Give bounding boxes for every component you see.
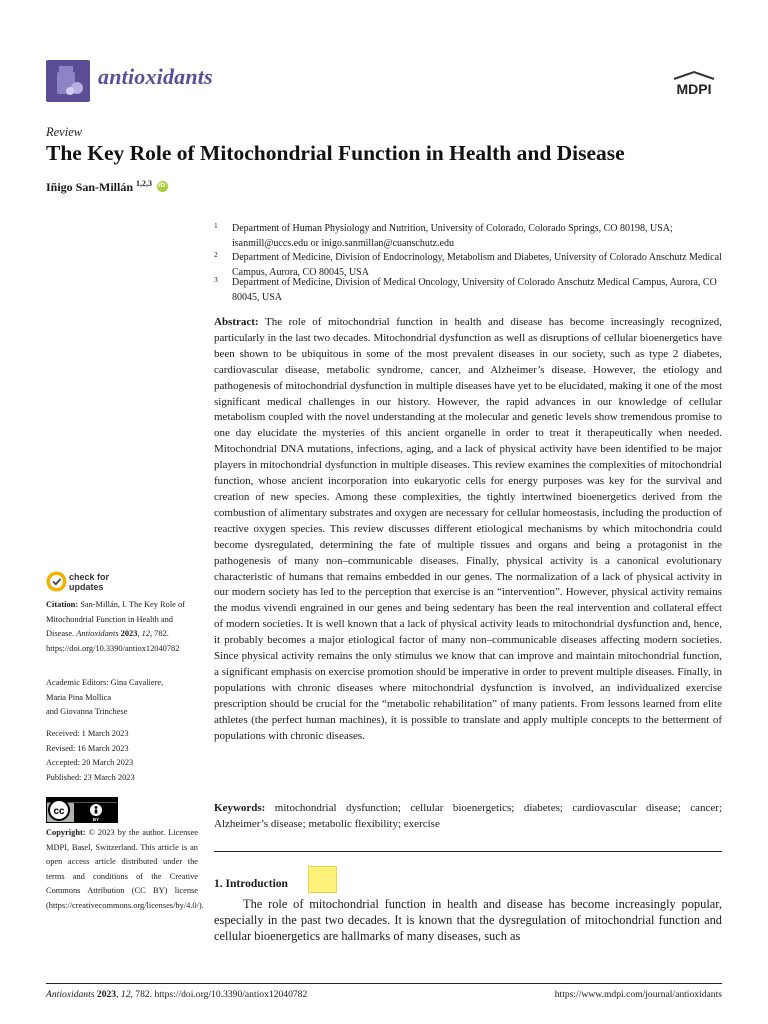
citation-block: Citation: San-Millán, I. The Key Role of Mitochondrial Function in Health and Disease. Antioxidants 2023, 12, 782. https://doi.org/10.3390/antiox12040782 <box>46 600 185 653</box>
check-updates-line1: check for <box>69 572 110 582</box>
footer-journal-url[interactable]: https://www.mdpi.com/journal/antioxidants <box>554 989 722 1000</box>
footer-volume: 12 <box>120 989 131 1000</box>
footer-doi[interactable]: , 782. https://doi.org/10.3390/antiox12040782 <box>130 989 308 1000</box>
affiliation-2: 2 Department of Medicine, Division of Endocrinology, Metabolism and Diabetes, University of Colorado Anschutz Medical Campus, Aurora, CO 80045, USA <box>214 250 722 278</box>
footer-citation: Antioxidants 2023, 12, 782. https://doi.org/10.3390/antiox12040782 <box>46 989 308 1000</box>
author-name: Iñigo San-Millán <box>46 180 134 194</box>
svg-text:MDPI: MDPI <box>676 81 712 97</box>
svg-text:cc: cc <box>53 806 65 817</box>
copyright-text: © 2023 by the author. Licensee MDPI, Basel, Switzerland. This article is an open access article distributed under the terms and conditions of the Creative Commons Attribution (CC BY) license (https://creativecommons.org/licenses/by/4.0/). <box>46 828 204 910</box>
citation-doi[interactable]: 782. https://doi.org/10.3390/antiox12040782 <box>46 629 180 653</box>
cc-by-license-icon[interactable] <box>46 797 118 823</box>
section-divider <box>214 851 722 852</box>
keywords-text: mitochondrial dysfunction; cellular bioenergetics; diabetes; cardiovascular disease; cancer; Alzheimer’s disease; metabolic flexibility; exercise <box>214 802 723 830</box>
abstract-label: Abstract: <box>214 316 259 328</box>
mdpi-logo-icon <box>668 70 720 98</box>
highlight-annotation[interactable] <box>308 866 337 893</box>
keywords-label: Keywords: <box>214 802 266 814</box>
author-affiliation-sup: 1,2,3 <box>136 179 153 188</box>
svg-text:BY: BY <box>92 817 100 822</box>
affiliation-3: 3 Department of Medicine, Division of Medical Oncology, University of Colorado Anschutz Medical Campus, Aurora, CO 80045, USA <box>214 275 717 303</box>
affiliation-1: 1 Department of Human Physiology and Nutrition, University of Colorado, Colorado Springs, CO 80198, USA; isanmill@uccs.edu or inigo.sanmillan@cuanschutz.edu <box>214 221 673 249</box>
revised-date: Revised: 16 March 2023 <box>46 743 129 753</box>
article-type: Review <box>46 125 83 139</box>
check-for-updates-icon <box>46 571 67 592</box>
check-for-updates-badge[interactable] <box>46 571 116 595</box>
published-date: Published: 23 March 2023 <box>46 772 135 782</box>
citation-text: San-Millán, I. The Key Role of Mitochondrial Function in Health and Disease. <box>46 600 185 638</box>
author-line <box>46 179 168 195</box>
footer-divider <box>46 983 722 984</box>
accepted-date: Accepted: 20 March 2023 <box>46 758 134 767</box>
abstract <box>214 315 722 744</box>
check-updates-line2: updates <box>69 582 104 592</box>
orcid-icon[interactable] <box>157 181 168 192</box>
abstract-text: The role of mitochondrial function in health and disease has become increasingly recognized, particularly in the last two decades. Mitochondrial dysfunction as well as disruptions of cellular bioenergetics have been shown to be ubiquitous in some of the most prevalent diseases in our society, such as type 2 diabetes, cardiovascular disease, metabolic syndrome, cancer, and Alzheimer’s disease. However, the etiology and pathogenesis of mitochondrial dysfunction in multiple diseases have yet to be elucidated, making it one of the most significant medical challenges in our history. However, the rapid advances in our knowledge of cellular metabolism coupled with the novel understanding at the molecular and genetic levels show tremendous promise to one day elucidate the mysteries of this ancient organelle in order to treat it therapeutically when needed. Mitochondrial DNA mutations, infections, aging, and a lack of physical activity have been identified to be major players in mitochondrial dysfunction in multiple diseases. This review examines the complexities of mitochondrial function, whose ancient incorporation into eukaryotic cells for energy purposes was key for the survival and creation of new species. Among these complexities, the tightly intertwined bioenergetics derived from the combustion of alimentary substrates and oxygen are necessary for cellular homeostasis, including the production of reactive oxygen species. This review discusses different etiological mechanisms by which mitochondria could become dysregulated, determining the fate of multiple tissues and organs and being a protagonist in the pathogenesis of many non–communicable diseases. Finally, physical activity is a canonical evolutionary characteristic of humans that remains embedded in our genes. The normalization of a lack of physical activity in our modern society has led to the perception that exercise is an “intervention”. However, physical activity remains the modus vivendi engrained in our genes and being sedentary has been the real intervention and collateral effect of modern societies. It is well known that a lack of physical activity leads to mitochondrial dysfunction and, hence, it probably becomes a major etiological factor of many non–communicable diseases affecting modern societies. Since physical activity remains the only stimulus we know that can improve and maintain mitochondrial function, a significant emphasis on exercise promotion should be imperative in order to prevent multiple diseases. Finally, in populations with chronic diseases where mitochondrial dysfunction is involved, an individualized exercise prescription should be crucial for the “metabolic rehabilitation” of many patients. From lessons learned from elite athletes (the perfect human machines), it is possible to translate and apply multiple concepts to the betterment of populations with chronic diseases. <box>214 316 722 742</box>
page-title: The Key Role of Mitochondrial Function in Health and Disease <box>46 141 625 165</box>
citation-label: Citation: <box>46 600 79 609</box>
section-heading: 1. Introduction <box>214 878 288 890</box>
footer-journal: Antioxidants <box>46 989 95 1000</box>
received-date: Received: 1 March 2023 <box>46 729 129 738</box>
introduction-text: The role of mitochondrial function in health and disease has become increasingly popular, especially in the past two decades. It is known that the dysregulation of mitochondrial function and cellular bioenergetics are hallmarks of many diseases, such as <box>214 897 722 943</box>
footer-year: 2023 <box>96 989 117 1000</box>
academic-editors: Academic Editors: Gina Cavaliere, Maria Pina Mollica and Giovanna Trinchese <box>46 678 164 716</box>
citation-volume: 12 <box>141 629 150 638</box>
keywords <box>214 800 722 832</box>
journal-logo-icon <box>46 60 90 102</box>
citation-journal: Antioxidants <box>76 629 119 638</box>
copyright-notice <box>46 826 204 913</box>
article-dates <box>46 727 198 785</box>
copyright-label: Copyright: <box>46 828 86 837</box>
citation-year: 2023 <box>120 629 138 638</box>
journal-name: antioxidants <box>98 64 213 89</box>
